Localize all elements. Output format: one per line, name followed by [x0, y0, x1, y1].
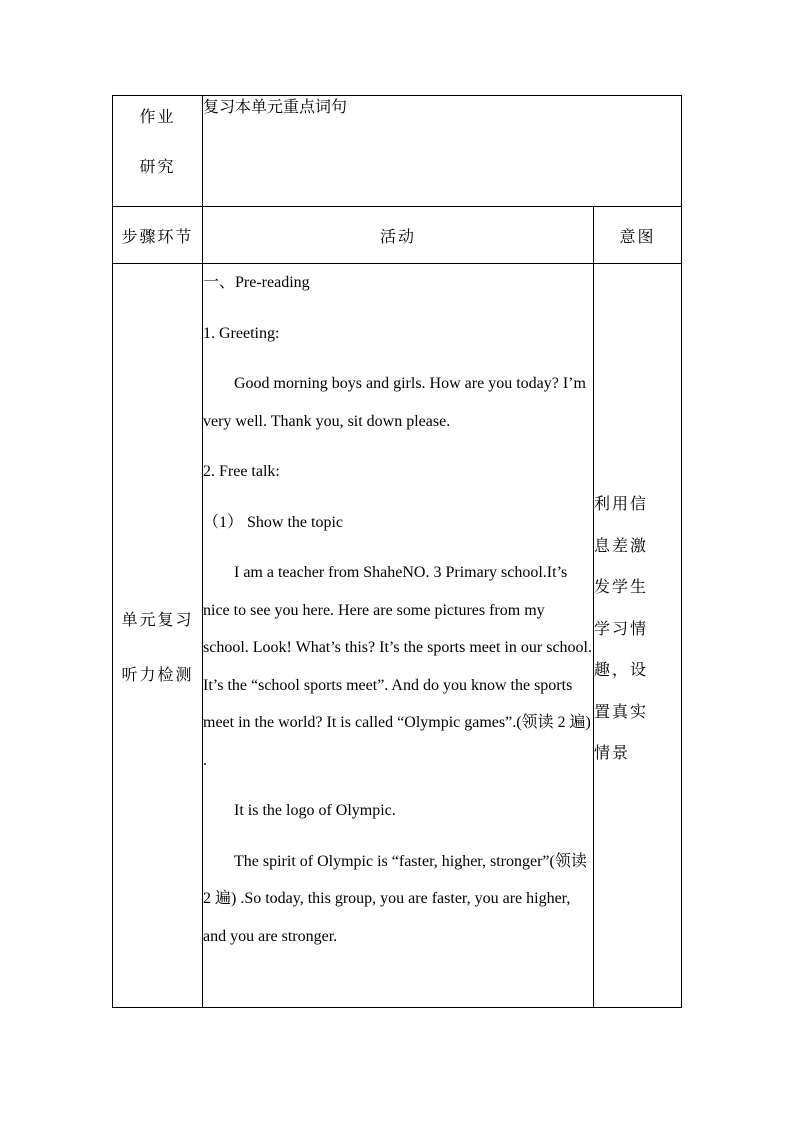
- content-row: [113, 264, 682, 1008]
- header-step: 步骤环节: [113, 207, 203, 264]
- homework-label-line1: 作业: [139, 109, 176, 126]
- header-activity: 活动: [203, 207, 594, 264]
- header-row: [113, 207, 682, 264]
- paragraph-1: I am a teacher from ShaheNO. 3 Primary school.It’s nice to see you here. Here are some pictures from my school. Look! What’s this? It’s the sports meet in our school. It’s the “school sports meet”. And do you know the sports meet in the world? It is called “Olympic games”.(领读 2 遍) .: [203, 564, 592, 769]
- topic-title: （1） Show the topic: [203, 513, 343, 531]
- homework-row: [113, 96, 682, 207]
- free-talk-title: 2. Free talk:: [203, 463, 280, 480]
- greeting-title: 1. Greeting:: [203, 324, 280, 342]
- paragraph-3: The spirit of Olympic is “faster, higher, stronger”(领读 2 遍) .So today, this group, you are faster, you are higher, and you are stronger.: [203, 852, 587, 945]
- intent-cell: [594, 264, 682, 1008]
- step-line1: 单元复习: [121, 611, 194, 629]
- intent-text: 利用信息差激发学生学习情趣，设置真实情景: [594, 496, 649, 763]
- paragraph-2: It is the logo of Olympic.: [234, 802, 396, 819]
- step-line2: 听力检测: [121, 666, 194, 684]
- homework-content: 复习本单元重点词句: [203, 96, 682, 207]
- greeting-text: Good morning boys and girls. How are you today? I’m very well. Thank you, sit down please.: [203, 375, 586, 430]
- step-cell: [113, 264, 203, 1008]
- homework-label-line2: 研究: [139, 159, 176, 176]
- header-intent: 意图: [594, 207, 682, 264]
- section-title: 一、Pre-reading: [203, 274, 310, 291]
- activity-cell: [203, 264, 594, 1008]
- lesson-plan-table: [112, 95, 682, 1008]
- homework-label-cell: [113, 96, 203, 207]
